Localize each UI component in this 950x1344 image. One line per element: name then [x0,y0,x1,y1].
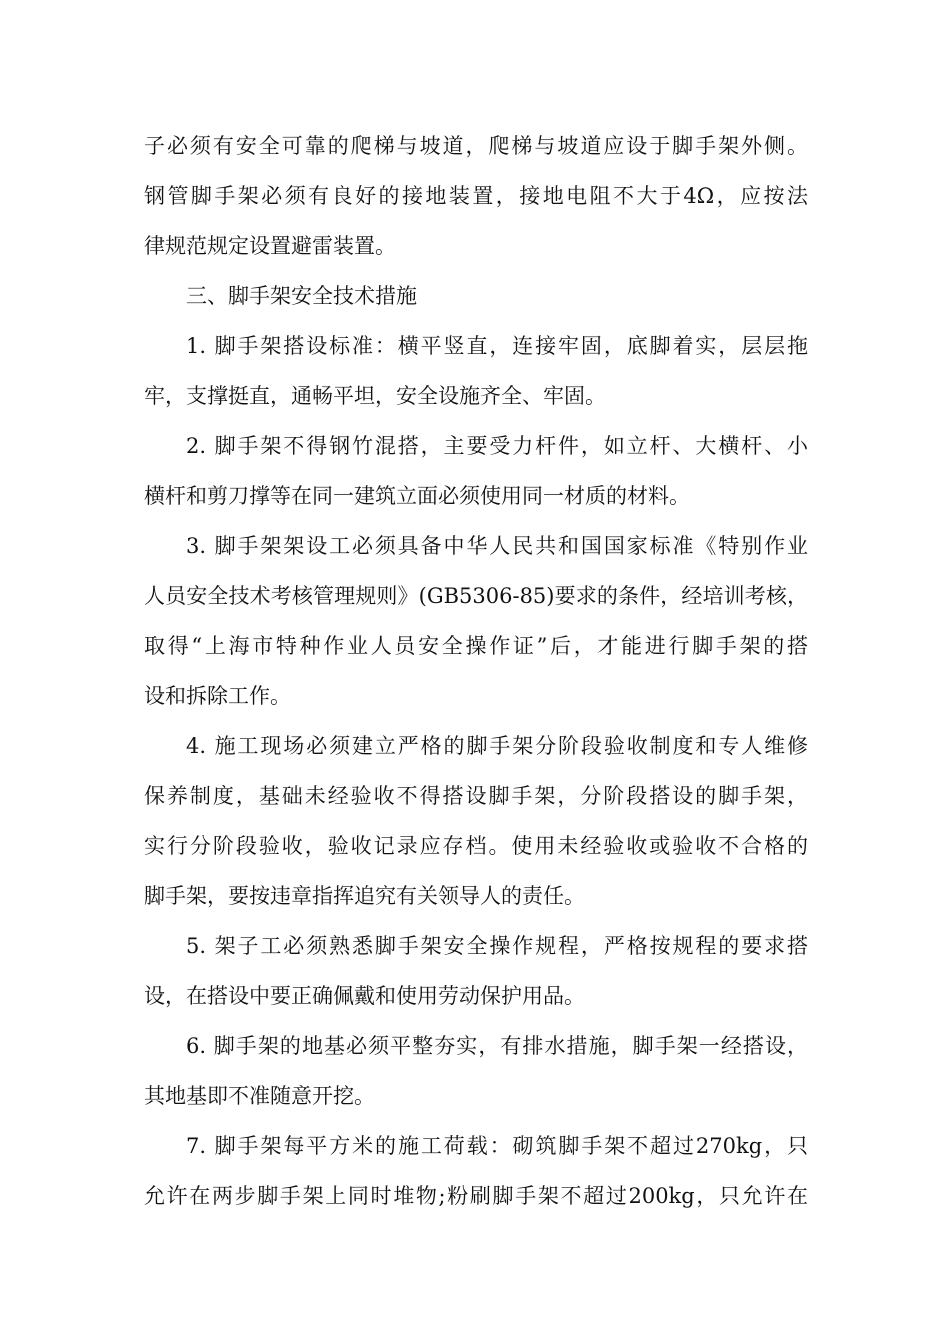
list-item-1-line: 1. 脚手架搭设标准：横平竖直，连接牢固，底脚着实，层层拖 [186,334,808,358]
list-item-3-line: 人员安全技术考核管理规则》(GB5306-85)要求的条件，经培训考核， [144,584,808,608]
list-item-4-line: 实行分阶段验收，验收记录应存档。使用未经验收或验收不合格的 [144,834,808,858]
list-item-7-line: 允许在两步脚手架上同时堆物;粉刷脚手架不超过200kg，只允许在 [144,1184,808,1208]
text-line: 钢管脚手架必须有良好的接地装置，接地电阻不大于4Ω，应按法 [144,184,808,208]
list-item-3-line: 设和拆除工作。 [144,684,291,708]
section-heading: 三、脚手架安全技术措施 [186,284,417,308]
text-line: 子必须有安全可靠的爬梯与坡道，爬梯与坡道应设于脚手架外侧。 [144,134,808,158]
list-item-3-line: 3. 脚手架架设工必须具备中华人民共和国国家标准《特别作业 [186,534,808,558]
document-body [144,121,808,1221]
list-item-4-line: 保养制度，基础未经验收不得搭设脚手架，分阶段搭设的脚手架， [144,784,808,808]
list-item-1-line: 牢，支撑挺直，通畅平坦，安全设施齐全、牢固。 [144,384,606,408]
list-item-2-line: 2. 脚手架不得钢竹混搭，主要受力杆件，如立杆、大横杆、小 [186,434,808,458]
list-item-4-line: 脚手架，要按违章指挥追究有关领导人的责任。 [144,884,585,908]
list-item-2-line: 横杆和剪刀撑等在同一建筑立面必须使用同一材质的材料。 [144,484,690,508]
list-item-7-line: 7. 脚手架每平方米的施工荷载：砌筑脚手架不超过270kg，只 [186,1134,808,1158]
text-line: 律规范规定设置避雷装置。 [144,234,396,258]
list-item-4-line: 4. 施工现场必须建立严格的脚手架分阶段验收制度和专人维修 [186,734,808,758]
list-item-6-line: 6. 脚手架的地基必须平整夯实，有排水措施，脚手架一经搭设， [186,1034,808,1058]
list-item-5-line: 5. 架子工必须熟悉脚手架安全操作规程，严格按规程的要求搭 [186,934,808,958]
list-item-5-line: 设，在搭设中要正确佩戴和使用劳动保护用品。 [144,984,585,1008]
list-item-6-line: 其地基即不准随意开挖。 [144,1084,375,1108]
list-item-3-line: 取得“上海市特种作业人员安全操作证”后，才能进行脚手架的搭 [144,634,808,658]
